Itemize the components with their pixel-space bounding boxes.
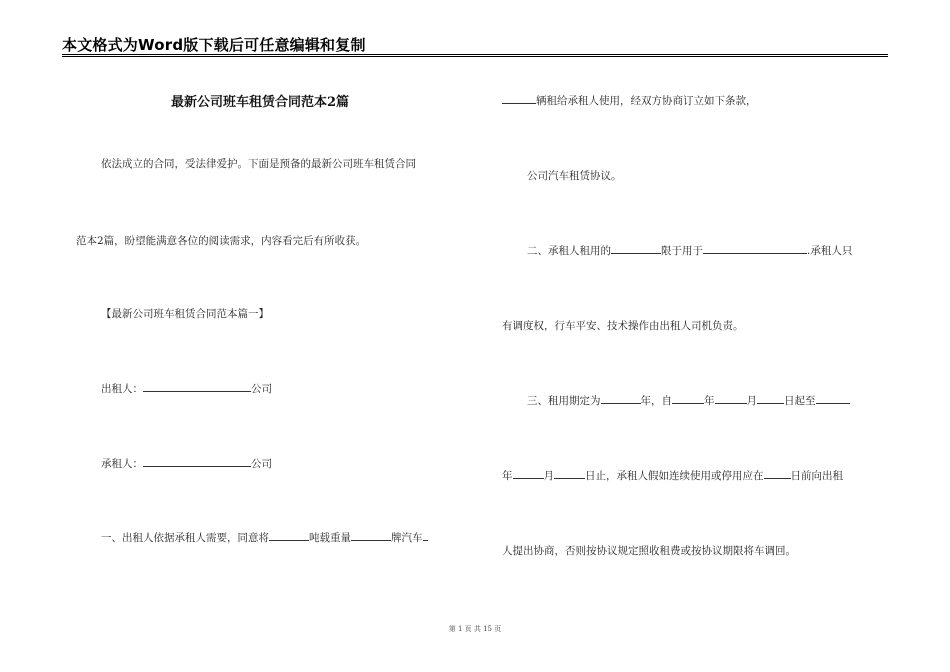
lessor-blank (143, 381, 251, 392)
lessee-label: 承租人： (101, 458, 143, 470)
clause-2-blank-1 (611, 243, 661, 254)
clause-1-blank-3 (423, 530, 428, 541)
agreement-line: 公司汽车租赁协议。 (527, 170, 622, 182)
clause-3-l2-blank-1 (513, 468, 544, 479)
clause-1-text-c: 牌汽车 (391, 532, 423, 544)
clause-2-blank-2 (703, 243, 807, 254)
lessee-suffix: 公司 (251, 458, 272, 470)
clause-3-l2-text-b: 月 (543, 470, 554, 482)
clause-2-text-a: 二、承租人租用的 (527, 245, 611, 257)
clause-1-text-a: 一、出租人依据承租人需要，同意将 (101, 532, 269, 544)
continuation-text: 辆租给承租人使用，经双方协商订立如下条款， (536, 95, 757, 107)
clause-3-l2-text-d: 日前向出租 (790, 470, 843, 482)
clause-3-l2-text-c: 日止，承租人假如连续使用或停用应在 (585, 470, 764, 482)
clause-1-line (101, 530, 428, 545)
lessee-line (101, 456, 272, 471)
clause-3-l2-blank-3 (764, 468, 791, 479)
clause-3-text-e: 日起至 (784, 395, 816, 407)
clause-2-text-c: .承租人只 (807, 245, 853, 257)
intro-line-1: 依法成立的合同，受法律爱护。下面是预备的最新公司班车租赁合同 (101, 158, 416, 170)
clause-3-line-3: 人提出协商，否则按协议规定照收租费或按协议期限将车调回。 (502, 545, 796, 557)
clause-3-blank-3 (715, 393, 747, 404)
clause-2-text-b: 限于用于 (661, 245, 703, 257)
clause-3-text-d: 月 (746, 395, 757, 407)
lessor-label: 出租人： (101, 383, 143, 395)
clause-1-blank-1 (269, 530, 309, 541)
clause-3-line-2 (502, 468, 843, 483)
clause-3-line-1 (527, 393, 850, 408)
clause-3-blank-5 (816, 393, 850, 404)
clause-1-text-b: 吨载重量 (309, 532, 351, 544)
clause-3-blank-1 (601, 393, 641, 404)
clause-3-blank-4 (757, 393, 784, 404)
clause-1-blank-2 (351, 530, 391, 541)
clause-3-text-c: 年 (704, 395, 715, 407)
document-title: 最新公司班车租赁合同范本2篇 (170, 95, 350, 110)
section-heading: 【最新公司班车租赁合同范本篇一】 (101, 308, 269, 320)
clause-3-l2-text-a: 年 (502, 470, 513, 482)
continuation-blank (502, 93, 536, 104)
clause-2-line-2: 有调度权，行车平安、技术操作由出租人司机负责。 (502, 320, 744, 332)
clause-3-blank-2 (672, 393, 704, 404)
lessee-blank (143, 456, 251, 467)
clause-2-line-1 (527, 243, 852, 258)
lessor-line (101, 381, 272, 396)
header-title: 本文格式为Word版下载后可任意编辑和复制 (62, 36, 366, 54)
clause-3-l2-blank-2 (554, 468, 585, 479)
continuation-line (502, 93, 757, 108)
clause-3-text-b: 年，自 (640, 395, 672, 407)
clause-3-text-a: 三、租用期定为 (527, 395, 601, 407)
lessor-suffix: 公司 (251, 383, 272, 395)
intro-line-2: 范本2篇，盼望能满意各位的阅读需求，内容看完后有所收获。 (76, 235, 367, 247)
page-footer: 第 1 页 共 15 页 (448, 625, 502, 633)
header-divider-thin (62, 56, 888, 57)
header-divider (62, 54, 888, 55)
